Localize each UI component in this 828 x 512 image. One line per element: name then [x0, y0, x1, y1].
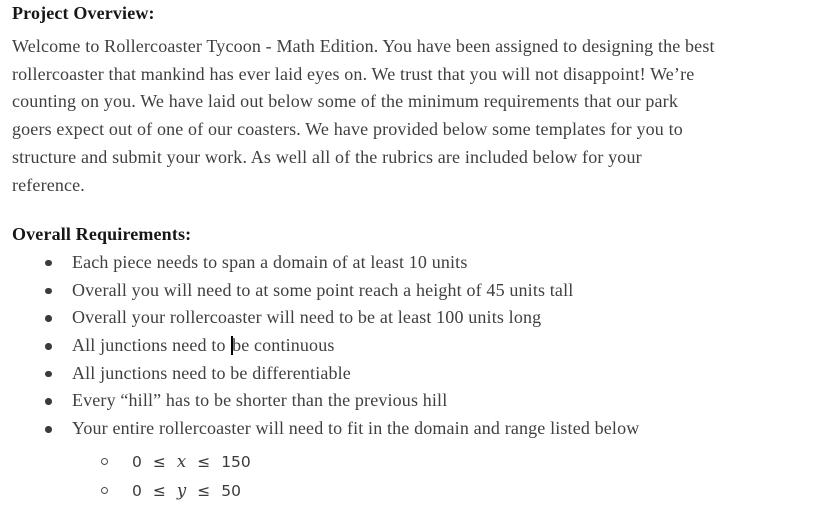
requirement-item-differentiable[interactable]: [12, 360, 822, 388]
text-after-cursor: be continuous: [232, 335, 335, 356]
requirement-text: Each piece needs to span a domain of at least 10 units: [72, 251, 468, 272]
requirement-item-continuous[interactable]: [12, 332, 822, 360]
requirement-item-domain-range[interactable]: [12, 415, 822, 443]
requirement-text: Overall you will need to at some point reach a height of 45 units tall: [72, 279, 574, 300]
requirement-item-height[interactable]: [12, 277, 822, 305]
requirement-text: Every “hill” has to be shorter than the previous hill: [72, 390, 448, 411]
constraints-sublist: [12, 448, 822, 505]
requirements-list: [12, 249, 822, 505]
paragraph-line-6[interactable]: reference.: [12, 174, 85, 195]
text-before-cursor: All junctions need to: [72, 335, 231, 356]
bullet-dot-icon: [45, 343, 52, 350]
paragraph-line-1[interactable]: Welcome to Rollercoaster Tycoon - Math Edition. You have been assigned to designing the best: [12, 36, 715, 56]
constraint-item-x-domain[interactable]: [12, 448, 822, 477]
leq-symbol: ≤: [197, 481, 211, 500]
requirement-item-domain-span[interactable]: [12, 249, 822, 277]
leq-symbol: ≤: [152, 452, 166, 471]
requirement-text: All junctions need to be differentiable: [72, 362, 351, 383]
bullet-dot-icon: [45, 398, 52, 405]
leq-symbol: ≤: [197, 452, 211, 471]
range-inequality: [132, 482, 241, 500]
bullet-dot-icon: [45, 371, 52, 378]
bullet-dot-icon: [45, 260, 52, 267]
requirement-text: Overall your rollercoaster will need to be at least 100 units long: [72, 307, 542, 328]
min-value: 0: [132, 481, 142, 500]
variable-y: y: [176, 480, 187, 500]
requirement-item-length[interactable]: [12, 304, 822, 332]
min-value: 0: [132, 452, 142, 471]
paragraph-line-5[interactable]: structure and submit your work. As well all of the rubrics are included below for your: [12, 146, 642, 167]
paragraph-line-3[interactable]: counting on you. We have laid out below some of the minimum requirements that our park: [12, 91, 678, 112]
bullet-dot-icon: [45, 426, 52, 433]
bullet-dot-icon: [45, 288, 52, 295]
requirement-item-hill-size[interactable]: [12, 387, 822, 415]
bullet-dot-icon: [45, 315, 52, 322]
max-value: 50: [221, 481, 241, 500]
paragraph-line-4[interactable]: goers expect out of one of our coasters. We have provided below some templates for you to: [12, 119, 683, 140]
requirement-text: [72, 335, 335, 355]
variable-x: x: [176, 451, 187, 471]
overall-requirements-heading[interactable]: Overall Requirements:: [12, 224, 192, 245]
leq-symbol: ≤: [152, 481, 166, 500]
requirement-text: Your entire rollercoaster will need to fit in the domain and range listed below: [72, 418, 640, 439]
paragraph-line-2[interactable]: rollercoaster that mankind has ever laid eyes on. We trust that you will not disappoint! We’re: [12, 63, 695, 84]
constraint-item-y-range[interactable]: [12, 477, 822, 506]
max-value: 150: [221, 452, 251, 471]
project-overview-heading[interactable]: Project Overview:: [12, 3, 155, 23]
domain-inequality: [132, 453, 251, 471]
bullet-circle-icon: [101, 458, 108, 465]
project-overview-paragraph: [12, 33, 822, 199]
bullet-circle-icon: [101, 487, 108, 494]
